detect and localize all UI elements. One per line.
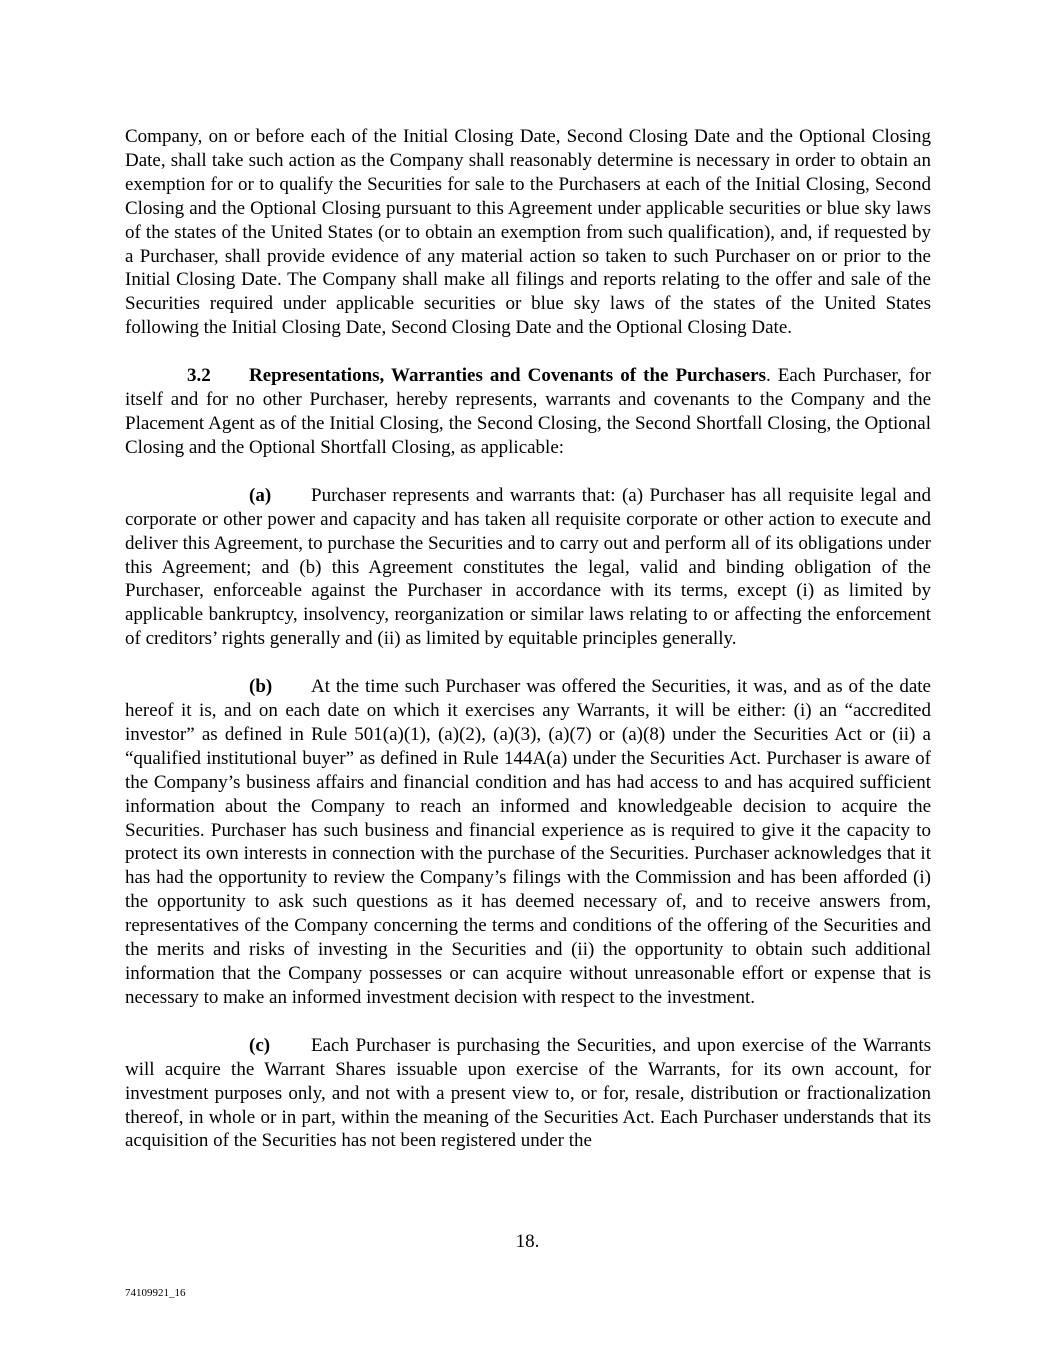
subsection-text: Each Purchaser is purchasing the Securities, and upon exercise of the Warrants will acquire the Warrant Shares issuable upon exercise of the Warrants, for its own account, for investment purposes only, and not with a present view to, or for, resale, distribution or fractionalization thereof, in whole or in part, within the meaning of the Securities Act. Each Purchaser understands that its acquisition of the Securities has not been registered under the <box>125 1034 931 1152</box>
subsection-a <box>125 484 931 651</box>
section-heading: Representations, Warranties and Covenants of the Purchasers <box>249 365 766 387</box>
subsection-label: (b) <box>249 676 273 698</box>
document-body <box>125 125 931 1177</box>
page-number: 18. <box>515 1231 540 1252</box>
subsection-c <box>125 1034 931 1154</box>
subsection-b <box>125 675 931 1010</box>
section-number: 3.2 <box>187 365 211 387</box>
paragraph-text: Company, on or before each of the Initial Closing Date, Second Closing Date and the Optional Closing Date, shall take such action as the Company shall reasonably determine is necessary in order to obtain an exemption for or to qualify the Securities for sale to the Purchasers at each of the Initial Closing, Second Closing and the Optional Closing pursuant to this Agreement under applicable securities or blue sky laws of the states of the United States (or to obtain an exemption from such qualification), and, if requested by a Purchaser, shall provide evidence of any material action so taken to such Purchaser on or prior to the Initial Closing Date. The Company shall make all filings and reports relating to the offer and sale of the Securities required under applicable securities or blue sky laws of the states of the United States following the Initial Closing Date, Second Closing Date and the Optional Closing Date. <box>125 126 931 339</box>
section-text: . Each Purchaser, for itself and for no other Purchaser, hereby represents, warrants and covenants to the Company and the Placement Agent as of the Initial Closing, the Second Closing, the Second Shortfall Closing, the Optional Closing and the Optional Shortfall Closing, as applicable: <box>125 365 931 458</box>
paragraph-continuation <box>125 125 931 340</box>
subsection-label: (a) <box>249 484 272 506</box>
section-3-2 <box>125 364 931 460</box>
subsection-text: At the time such Purchaser was offered the Securities, it was, and as of the date hereof it is, and on each date on which it exercises any Warrants, it will be either: (i) an “accredited investor” as defined in Rule 501(a)(1), (a)(2), (a)(3), (a)(7) or (a)(8) under the Securities Act or (ii) a “qualified institutional buyer” as defined in Rule 144A(a) under the Securities Act. Purchaser is aware of the Company’s business affairs and financial condition and has had access to and has acquired sufficient information about the Company to reach an informed and knowledgeable decision to acquire the Securities. Purchaser has such business and financial experience as is required to give it the capacity to protect its own interests in connection with the purchase of the Securities. Purchaser acknowledges that it has had the opportunity to review the Company’s filings with the Commission and has been afforded (i) the opportunity to ask such questions as it has deemed necessary of, and to receive answers from, representatives of the Company concerning the terms and conditions of the offering of the Securities and the merits and risks of investing in the Securities and (ii) the opportunity to obtain such additional information that the Company possesses or can acquire without unreasonable effort or expense that is necessary to make an informed investment decision with respect to the investment. <box>125 676 931 1008</box>
subsection-label: (c) <box>249 1034 271 1056</box>
subsection-text: Purchaser represents and warrants that: (a) Purchaser has all requisite legal and corporate or other power and capacity and has taken all requisite corporate or other action to execute and deliver this Agreement, to purchase the Securities and to carry out and perform all of its obligations under this Agreement; and (b) this Agreement constitutes the legal, valid and binding obligation of the Purchaser, enforceable against the Purchaser in accordance with its terms, except (i) as limited by applicable bankruptcy, insolvency, reorganization or similar laws relating to or affecting the enforcement of creditors’ rights generally and (ii) as limited by equitable principles generally. <box>125 484 931 650</box>
document-id: 74109921_16 <box>125 1287 186 1299</box>
